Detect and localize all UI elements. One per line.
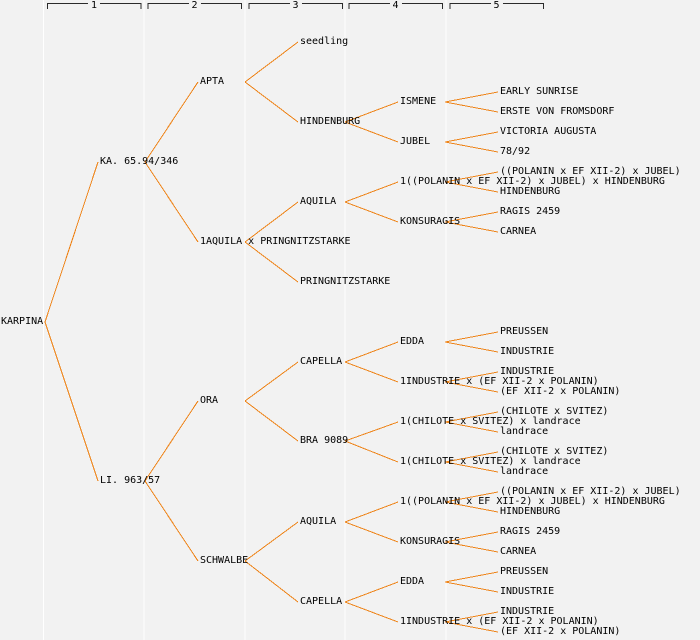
pedigree-edge [445, 332, 498, 342]
pedigree-node-edda-b: EDDA [400, 576, 425, 587]
pedigree-edge [245, 42, 298, 82]
pedigree-node-ragis-b: RAGIS 2459 [500, 526, 561, 537]
pedigree-node-industrie-a: INDUSTRIE [500, 346, 555, 357]
pedigree-node-bra9089: BRA 9089 [300, 435, 349, 446]
pedigree-node-hindenburg-5a: HINDENBURG [500, 186, 561, 197]
pedigree-node-hindenburg-5b: HINDENBURG [500, 506, 561, 517]
pedigree-edge [445, 572, 498, 582]
pedigree-node-hindenburg-3: HINDENBURG [300, 116, 361, 127]
pedigree-edge [245, 362, 298, 401]
pedigree-edge [145, 401, 198, 481]
pedigree-node-industrie-b: INDUSTRIE [500, 366, 555, 377]
pedigree-node-chsv-b: (CHILOTE x SVITEZ) [500, 446, 609, 457]
pedigree-node-preussen-a: PREUSSEN [500, 326, 549, 337]
generation-header-1: 1 [88, 0, 100, 12]
pedigree-node-ragis-a: RAGIS 2459 [500, 206, 561, 217]
pedigree-node-preussen-b: PREUSSEN [500, 566, 549, 577]
generation-header-3: 3 [289, 0, 301, 12]
pedigree-node-jubel: JUBEL [400, 136, 431, 147]
pedigree-edge [445, 92, 498, 102]
pedigree-node-li: LI. 963/57 [100, 475, 161, 486]
pedigree-node-capella-b: CAPELLA [300, 596, 343, 607]
pedigree-node-chsv-a: (CHILOTE x SVITEZ) [500, 406, 609, 417]
pedigree-node-carnea-b: CARNEA [500, 546, 537, 557]
pedigree-edge [445, 342, 498, 352]
pedigree-node-aquila-a: AQUILA [300, 196, 337, 207]
pedigree-edge [245, 82, 298, 122]
pedigree-edge [345, 522, 398, 542]
pedigree-node-victoria-augusta: VICTORIA AUGUSTA [500, 126, 597, 137]
pedigree-edge [345, 422, 398, 441]
pedigree-node-pringnitzstarke: PRINGNITZSTARKE [300, 276, 391, 287]
pedigree-node-landrace-a: landrace [500, 426, 549, 437]
pedigree-node-industrie-d: INDUSTRIE [500, 606, 555, 617]
generation-header-5: 5 [490, 0, 502, 12]
pedigree-node-capella-a: CAPELLA [300, 356, 343, 367]
pedigree-edge [45, 322, 98, 481]
pedigree-node-aquila-b: AQUILA [300, 516, 337, 527]
pedigree-edge [345, 182, 398, 202]
pedigree-edge [45, 162, 98, 322]
pedigree-node-efpol-a: (EF XII-2 x POLANIN) [500, 386, 621, 397]
pedigree-edge [345, 202, 398, 222]
pedigree-node-ismene: ISMENE [400, 96, 437, 107]
pedigree-node-chsv-cross-b: 1(CHILOTE x SVITEZ) x landrace [400, 456, 581, 467]
pedigree-node-78-92: 78/92 [500, 146, 531, 157]
pedigree-node-indef-b: 1INDUSTRIE x (EF XII-2 x POLANIN) [400, 616, 599, 627]
pedigree-node-ora: ORA [200, 395, 219, 406]
pedigree-node-edda-a: EDDA [400, 336, 425, 347]
pedigree-node-landrace-b: landrace [500, 466, 549, 477]
pedigree-edge [145, 162, 198, 242]
pedigree-edge [245, 561, 298, 602]
pedigree-node-pjj-b: ((POLANIN x EF XII-2) x JUBEL) [500, 486, 681, 497]
pedigree-edge [445, 142, 498, 152]
pedigree-edge [345, 362, 398, 382]
pedigree-edge [145, 481, 198, 561]
pedigree-node-pjh-b: 1((POLANIN x EF XII-2) x JUBEL) x HINDENBURG [400, 496, 665, 507]
pedigree-edge [345, 342, 398, 362]
pedigree-edge [245, 401, 298, 441]
pedigree-node-pjh-a: 1((POLANIN x EF XII-2) x JUBEL) x HINDENBURG [400, 176, 665, 187]
pedigree-node-schwalbe: SCHWALBE [200, 555, 249, 566]
pedigree-edge [445, 132, 498, 142]
pedigree-edge [345, 602, 398, 622]
pedigree-node-efpol-b: (EF XII-2 x POLANIN) [500, 626, 621, 637]
pedigree-edge [445, 102, 498, 112]
pedigree-node-early-sunrise: EARLY SUNRISE [500, 86, 579, 97]
pedigree-edge [345, 582, 398, 602]
pedigree-node-pjj-a: ((POLANIN x EF XII-2) x JUBEL) [500, 166, 681, 177]
pedigree-node-karpina: KARPINA [1, 316, 44, 327]
pedigree-node-apta: APTA [200, 76, 225, 87]
pedigree-edge [345, 502, 398, 522]
pedigree-node-chsv-cross-a: 1(CHILOTE x SVITEZ) x landrace [400, 416, 581, 427]
pedigree-node-konsuragis-b: KONSURAGIS [400, 536, 461, 547]
pedigree-node-carnea-a: CARNEA [500, 226, 537, 237]
pedigree-edge [345, 441, 398, 462]
pedigree-node-seedling: seedling [300, 36, 349, 47]
pedigree-node-erste-von-fromsdorf: ERSTE VON FROMSDORF [500, 106, 615, 117]
pedigree-edge [245, 522, 298, 561]
pedigree-edge [445, 582, 498, 592]
pedigree-node-industrie-c: INDUSTRIE [500, 586, 555, 597]
pedigree-node-aqpr: 1AQUILA x PRINGNITZSTARKE [200, 236, 351, 247]
pedigree-edge [145, 82, 198, 162]
pedigree-node-ka: KA. 65.94/346 [100, 156, 179, 167]
pedigree-node-indef-a: 1INDUSTRIE x (EF XII-2 x POLANIN) [400, 376, 599, 387]
generation-header-2: 2 [188, 0, 200, 12]
generation-header-4: 4 [389, 0, 401, 12]
pedigree-node-konsuragis-a: KONSURAGIS [400, 216, 461, 227]
